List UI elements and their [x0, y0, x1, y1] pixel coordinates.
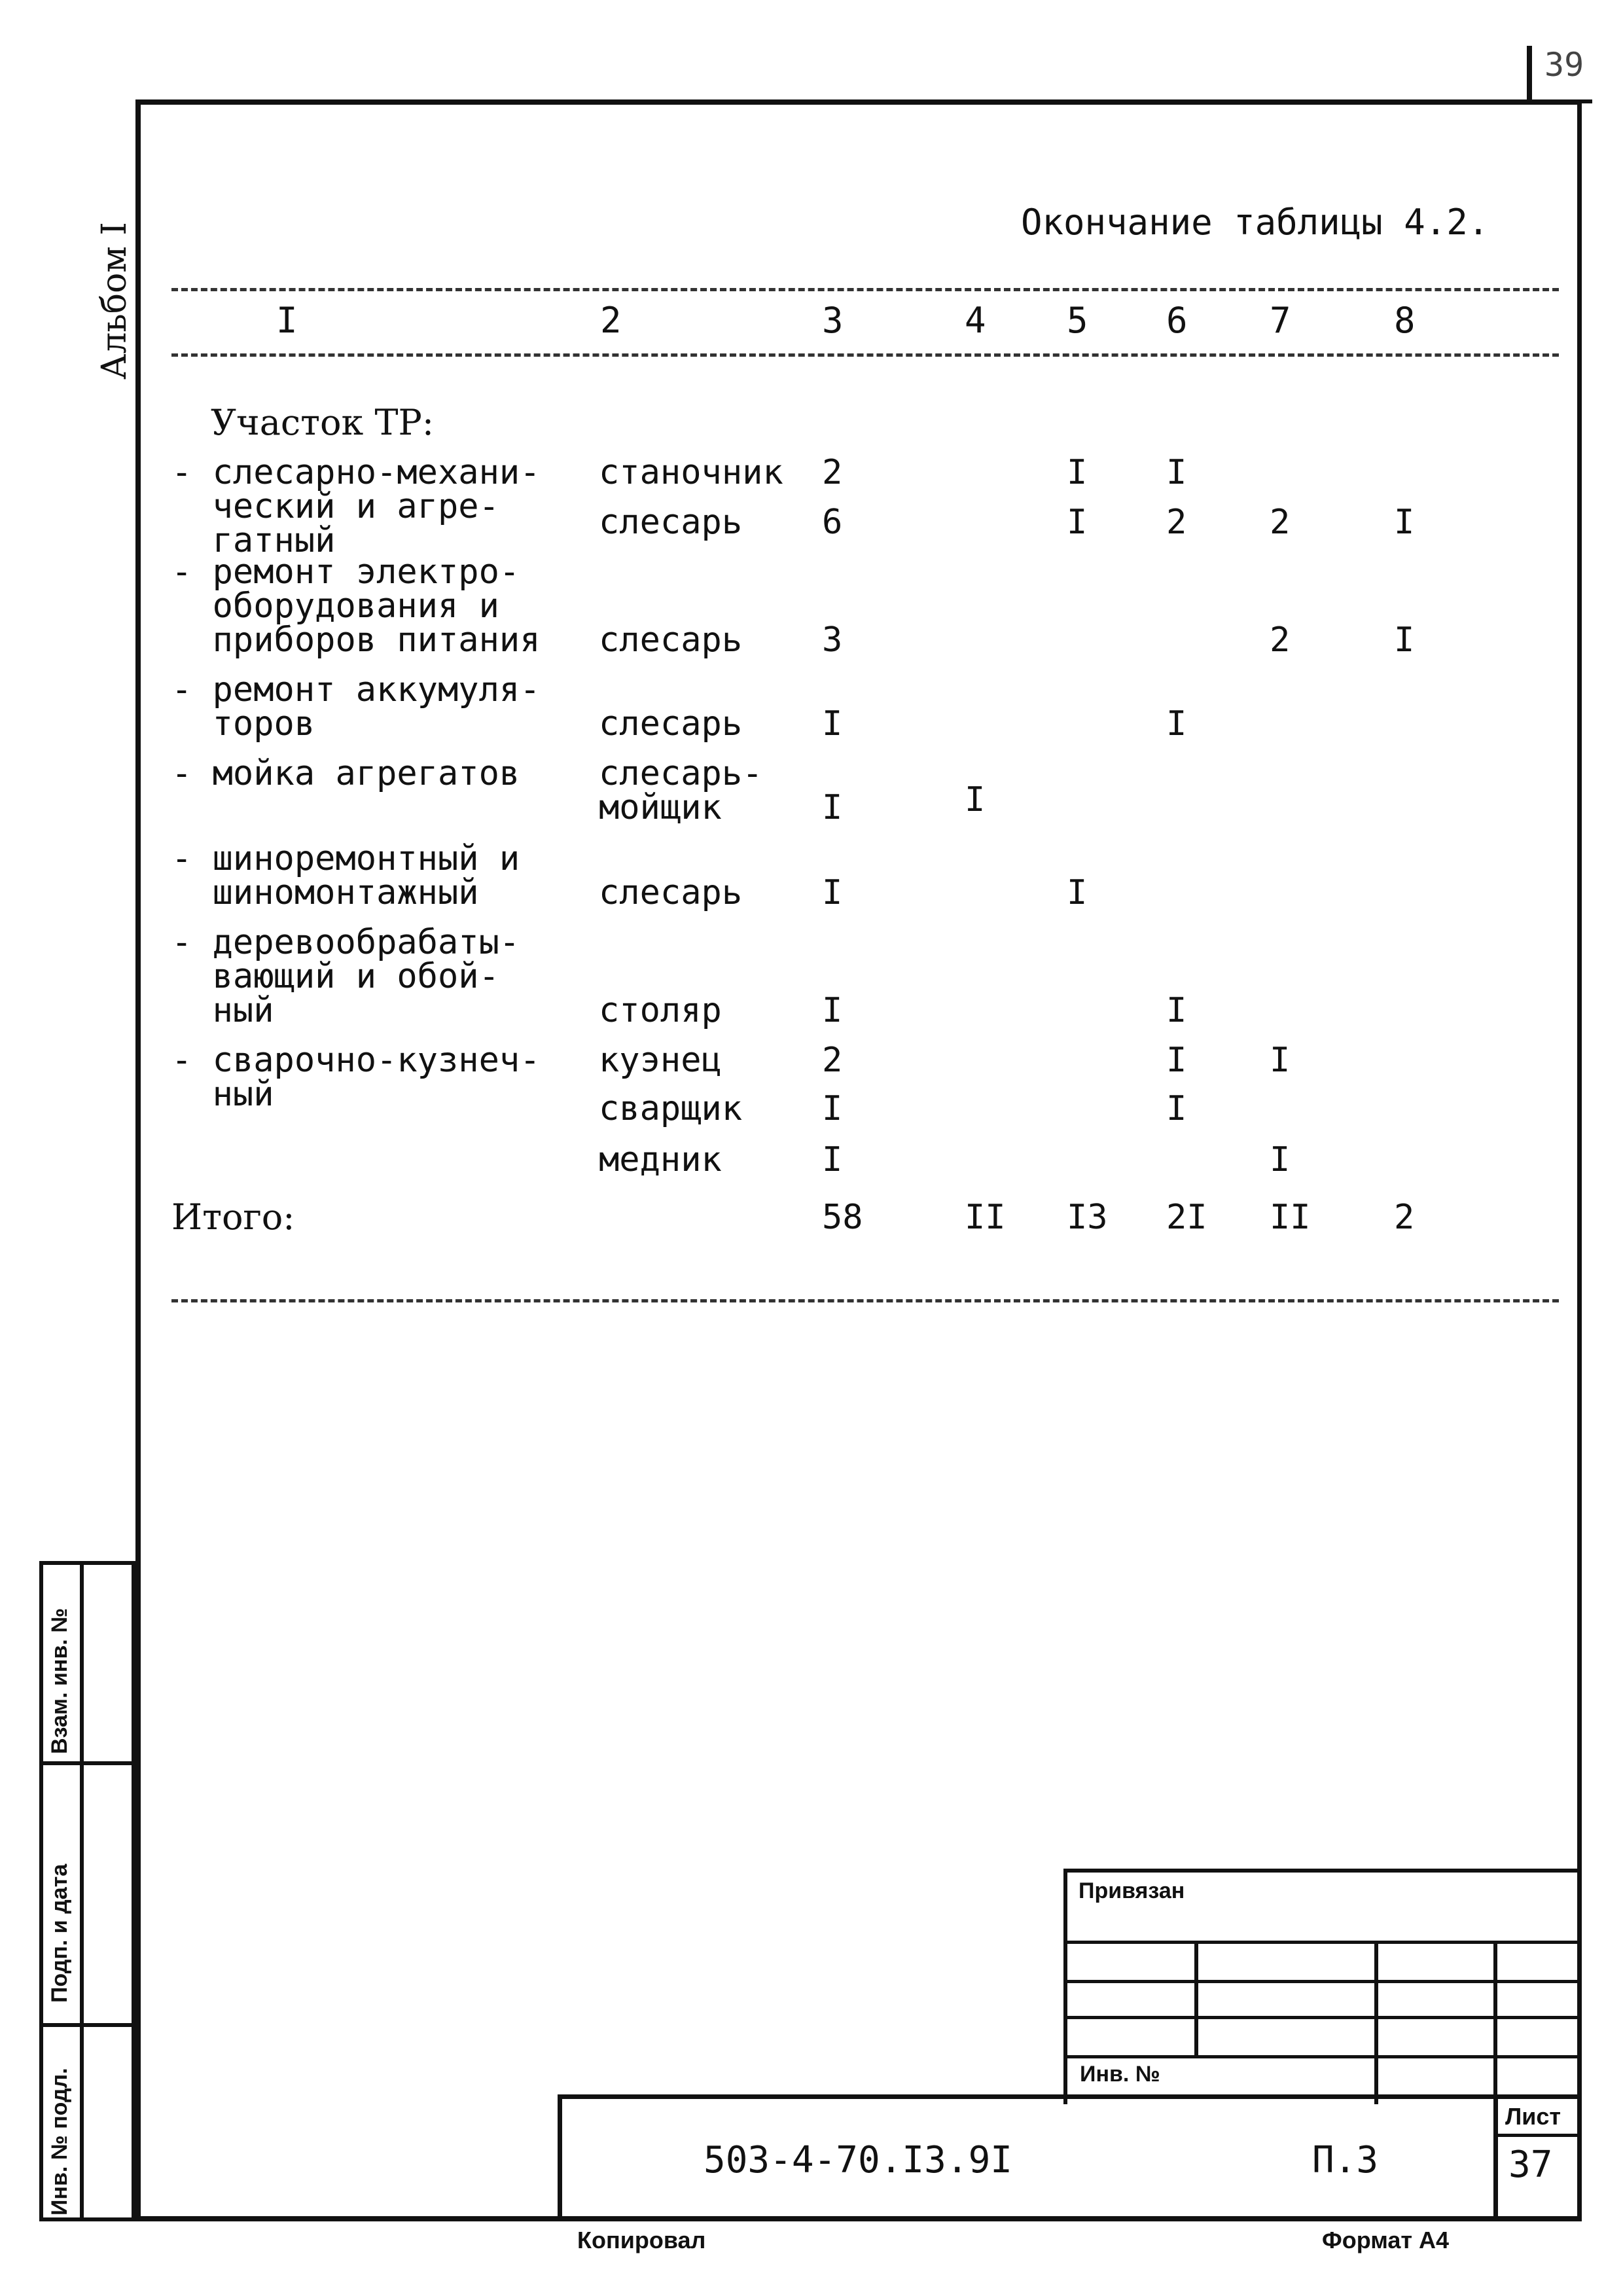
- row-2-name-line-2: оборудования и: [171, 586, 499, 626]
- side-stamp-divider: [80, 1565, 84, 2217]
- col-header-5: 5: [1067, 300, 1088, 341]
- row-7-role-1-c3: 2: [822, 1041, 843, 1080]
- row-1-role-2-c6: 2: [1166, 503, 1187, 542]
- stamp-hline-1: [1063, 1941, 1582, 1944]
- row-1-name-line-3: гатный: [171, 521, 336, 560]
- row-7-role-3: медник: [599, 1140, 722, 1179]
- row-7-role-3-c3: I: [822, 1140, 843, 1179]
- total-c8: 2: [1394, 1198, 1415, 1237]
- row-7-role-3-c7: I: [1270, 1140, 1291, 1179]
- row-4-role-1-c4: I: [965, 780, 986, 819]
- total-c5: I3: [1067, 1198, 1108, 1237]
- total-c4: II: [965, 1198, 1006, 1237]
- row-2-name-line-3: приборов питания: [171, 620, 541, 660]
- row-7-name-line-1: - сварочно-кузнеч-: [171, 1041, 541, 1080]
- stamp-sheet-number: 37: [1508, 2144, 1553, 2186]
- row-1-name-line-1: - слесарно-механи-: [171, 453, 541, 492]
- stamp-hline-3: [1063, 2016, 1582, 2019]
- row-1-name-line-2: ческий и агре-: [171, 487, 499, 526]
- row-4-name-line-1: - мойка агрегатов: [171, 754, 520, 793]
- stamp-inv-no: Инв. №: [1080, 2062, 1160, 2087]
- row-1-role-1-c5: I: [1067, 453, 1088, 492]
- stamp-hline-2: [1063, 1980, 1582, 1983]
- row-1-role-2-c3: 6: [822, 503, 843, 542]
- stamp-hline-4: [1063, 2055, 1582, 2058]
- header-bottom-rule: [171, 353, 1559, 357]
- row-7-role-1: куэнец: [599, 1041, 722, 1080]
- table-caption: Окончание таблицы 4.2.: [1021, 202, 1489, 243]
- row-3-name-line-2: торов: [171, 704, 315, 744]
- footer-copied: Копировал: [577, 2227, 706, 2253]
- col-header-6: 6: [1166, 300, 1188, 341]
- table-end-rule: [171, 1299, 1559, 1302]
- total-c7: II: [1270, 1198, 1311, 1237]
- col-header-3: 3: [822, 300, 844, 341]
- section-title: Участок ТР:: [211, 402, 435, 443]
- row-3-role-1: слесарь: [599, 704, 743, 744]
- col-header-4: 4: [965, 300, 986, 341]
- header-top-rule: [171, 288, 1559, 291]
- album-label: Альбом I: [95, 222, 134, 380]
- row-3-role-1-c6: I: [1166, 704, 1187, 744]
- row-6-role-1: столяр: [599, 991, 722, 1030]
- stamp-section: П.3: [1312, 2139, 1379, 2181]
- row-2-role-1-c3: 3: [822, 620, 843, 660]
- total-c3: 58: [822, 1198, 863, 1237]
- col-header-7: 7: [1270, 300, 1291, 341]
- stamp-vline-2: [1374, 1941, 1378, 2104]
- row-1-role-2-c5: I: [1067, 503, 1088, 542]
- side-stamp-label-1: Взам. инв. №: [47, 1607, 72, 1754]
- row-4-role-1-c3: I: [822, 788, 843, 827]
- col-header-2: 2: [600, 300, 622, 341]
- stamp-doc-code: 503-4-70.I3.9I: [704, 2139, 1013, 2181]
- row-7-name-line-2: ный: [171, 1075, 274, 1114]
- row-1-role-1-c6: I: [1166, 453, 1187, 492]
- col-header-1: I: [276, 300, 298, 341]
- row-7-role-1-c6: I: [1166, 1041, 1187, 1080]
- row-5-role-1-c3: I: [822, 873, 843, 912]
- row-1-role-1-c3: 2: [822, 453, 843, 492]
- stamp-vline-3: [1493, 1941, 1497, 2104]
- row-5-role-1-c5: I: [1067, 873, 1088, 912]
- row-3-role-1-c3: I: [822, 704, 843, 744]
- stamp-sheet-label: Лист: [1505, 2103, 1561, 2130]
- row-5-name-line-2: шиномонтажный: [171, 873, 479, 912]
- row-7-role-2-c6: I: [1166, 1089, 1187, 1128]
- total-c6: 2I: [1166, 1198, 1207, 1237]
- row-3-name-line-1: - ремонт аккумуля-: [171, 670, 541, 709]
- stamp-vline-1: [1194, 1941, 1198, 2058]
- row-1-role-2: слесарь: [599, 503, 743, 542]
- row-1-role-2-c7: 2: [1270, 503, 1291, 542]
- row-2-role-1-c8: I: [1394, 620, 1415, 660]
- title-block-sheet-divider: [1493, 2094, 1498, 2221]
- title-block-sheet-hline: [1493, 2134, 1582, 2137]
- row-2-role-1-c7: 2: [1270, 620, 1291, 660]
- page-number-mark: [1527, 46, 1532, 101]
- side-stamp-label-2: Подп. и дата: [47, 1863, 72, 2003]
- row-2-name-line-1: - ремонт электро-: [171, 552, 520, 592]
- side-stamp-label-3: Инв. № подл.: [47, 2068, 72, 2215]
- row-6-role-1-c3: I: [822, 991, 843, 1030]
- row-7-role-2: сварщик: [599, 1089, 743, 1128]
- col-header-8: 8: [1394, 300, 1416, 341]
- row-1-role-2-c8: I: [1394, 503, 1415, 542]
- row-5-role-1: слесарь: [599, 873, 743, 912]
- page-number: 39: [1544, 46, 1584, 84]
- total-label: Итого:: [171, 1196, 295, 1238]
- row-2-role-1: слесарь: [599, 620, 743, 660]
- row-7-role-2-c3: I: [822, 1089, 843, 1128]
- row-6-name-line-3: ный: [171, 991, 274, 1030]
- row-5-name-line-1: - шиноремонтный и: [171, 839, 520, 878]
- side-stamp-row-1: [43, 1761, 132, 1765]
- footer-format: Формат А4: [1322, 2227, 1450, 2253]
- stamp-privyazan: Привязан: [1079, 1878, 1185, 1903]
- row-4-role-1: слесарь- мойщик: [599, 754, 763, 827]
- row-6-name-line-2: вающий и обой-: [171, 957, 499, 996]
- row-6-role-1-c6: I: [1166, 991, 1187, 1030]
- row-6-name-line-1: - деревообрабаты-: [171, 923, 520, 962]
- row-1-role-1: станочник: [599, 453, 783, 492]
- row-7-role-1-c7: I: [1270, 1041, 1291, 1080]
- side-stamp-row-2: [43, 2023, 132, 2027]
